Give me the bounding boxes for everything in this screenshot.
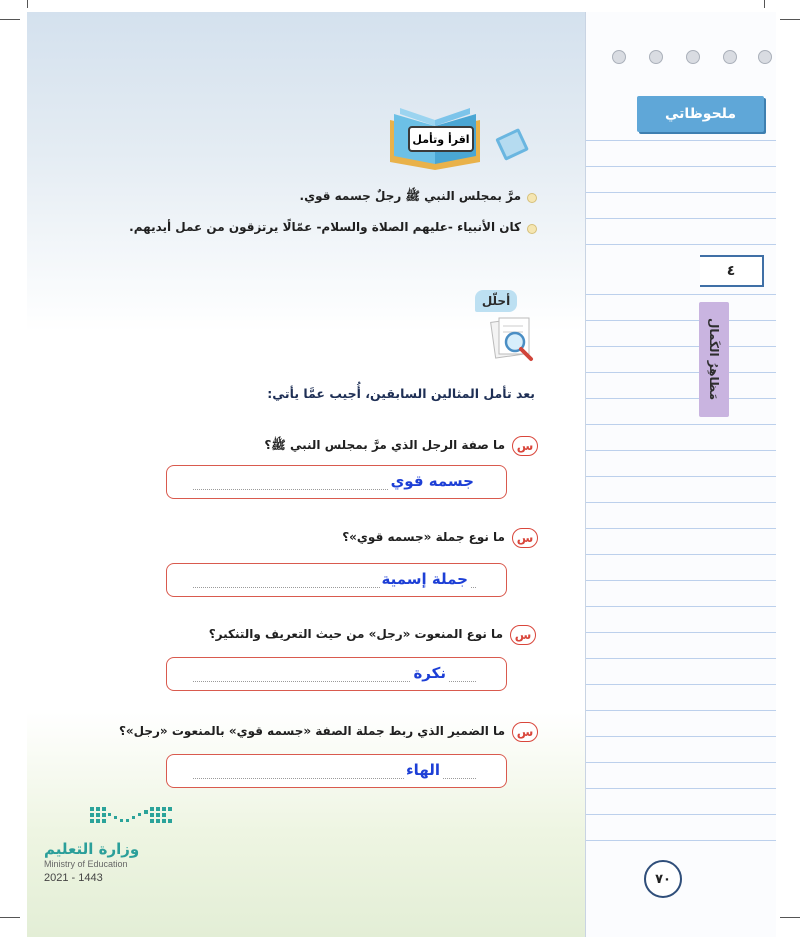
answer-box-4[interactable] [166, 754, 507, 788]
binder-hole-icon [686, 50, 700, 64]
notes-title-tab: ملحوظاتي [637, 96, 764, 132]
bullet-icon [527, 224, 537, 234]
unit-title-tab [699, 302, 729, 417]
binder-hole-icon [649, 50, 663, 64]
example-sentence-1: مرَّ بمجلس النبي ﷺ رجلٌ جسمه قوي. [299, 189, 521, 203]
crop-mark [27, 0, 28, 8]
analyze-label: أحلّل [475, 290, 517, 312]
answer-1-text: جسمه قوي [390, 472, 474, 490]
binder-hole-icon [612, 50, 626, 64]
answer-box-1[interactable] [166, 465, 507, 499]
binder-hole-icon [723, 50, 737, 64]
answer-4-text: الهاء [406, 761, 440, 779]
read-reflect-label: اقرأ وتأمل [408, 126, 474, 152]
example-sentence-2: كان الأنبياء -عليهم الصلاة والسلام- عمّالًا يرتزقون من عمل أيديهم. [129, 220, 521, 234]
crop-mark [0, 19, 20, 20]
question-3-text: ما نوع المنعوت «رجل» من حيث التعريف والتنكير؟ [208, 627, 503, 641]
magnifier-icon [489, 314, 539, 364]
question-4-text: ما الضمير الذي ربط جملة الصفة «جسمه قوي» بالمنعوت «رجل»؟ [118, 724, 505, 738]
page-number-badge: ٧٠ [644, 860, 682, 898]
notebook-icon [493, 124, 533, 164]
question-badge: س [510, 625, 536, 645]
lesson-number-box: ٤ [700, 255, 764, 287]
question-1-text: ما صفة الرجل الذي مرَّ بمجلس النبي ﷺ؟ [264, 438, 505, 452]
crop-mark [0, 917, 20, 918]
ministry-logo-icon [86, 803, 176, 833]
answer-3-text: نكرة [413, 664, 446, 682]
answer-2-text: جملة إسمية [381, 570, 468, 588]
question-badge: س [512, 436, 538, 456]
bullet-icon [527, 193, 537, 203]
answer-box-2[interactable] [166, 563, 507, 597]
crop-mark [780, 19, 800, 20]
unit-title-text: مَظاهِرُ الكَمال [707, 318, 721, 401]
crop-mark [780, 917, 800, 918]
crop-mark [764, 0, 765, 8]
textbook-page [27, 12, 585, 937]
ministry-name-english: Ministry of Education [44, 859, 128, 869]
question-2-text: ما نوع جملة «جسمه قوي»؟ [342, 530, 505, 544]
binder-hole-icon [758, 50, 772, 64]
notes-sidebar [585, 12, 776, 937]
answer-box-3[interactable] [166, 657, 507, 691]
ministry-name-arabic: وزارة التعليم [44, 840, 140, 858]
publication-year: 2021 - 1443 [44, 872, 103, 884]
question-badge: س [512, 528, 538, 548]
question-badge: س [512, 722, 538, 742]
analysis-instructions: بعد تأمل المثالين السابقين، أُجيب عمَّا يأتي: [267, 386, 535, 401]
